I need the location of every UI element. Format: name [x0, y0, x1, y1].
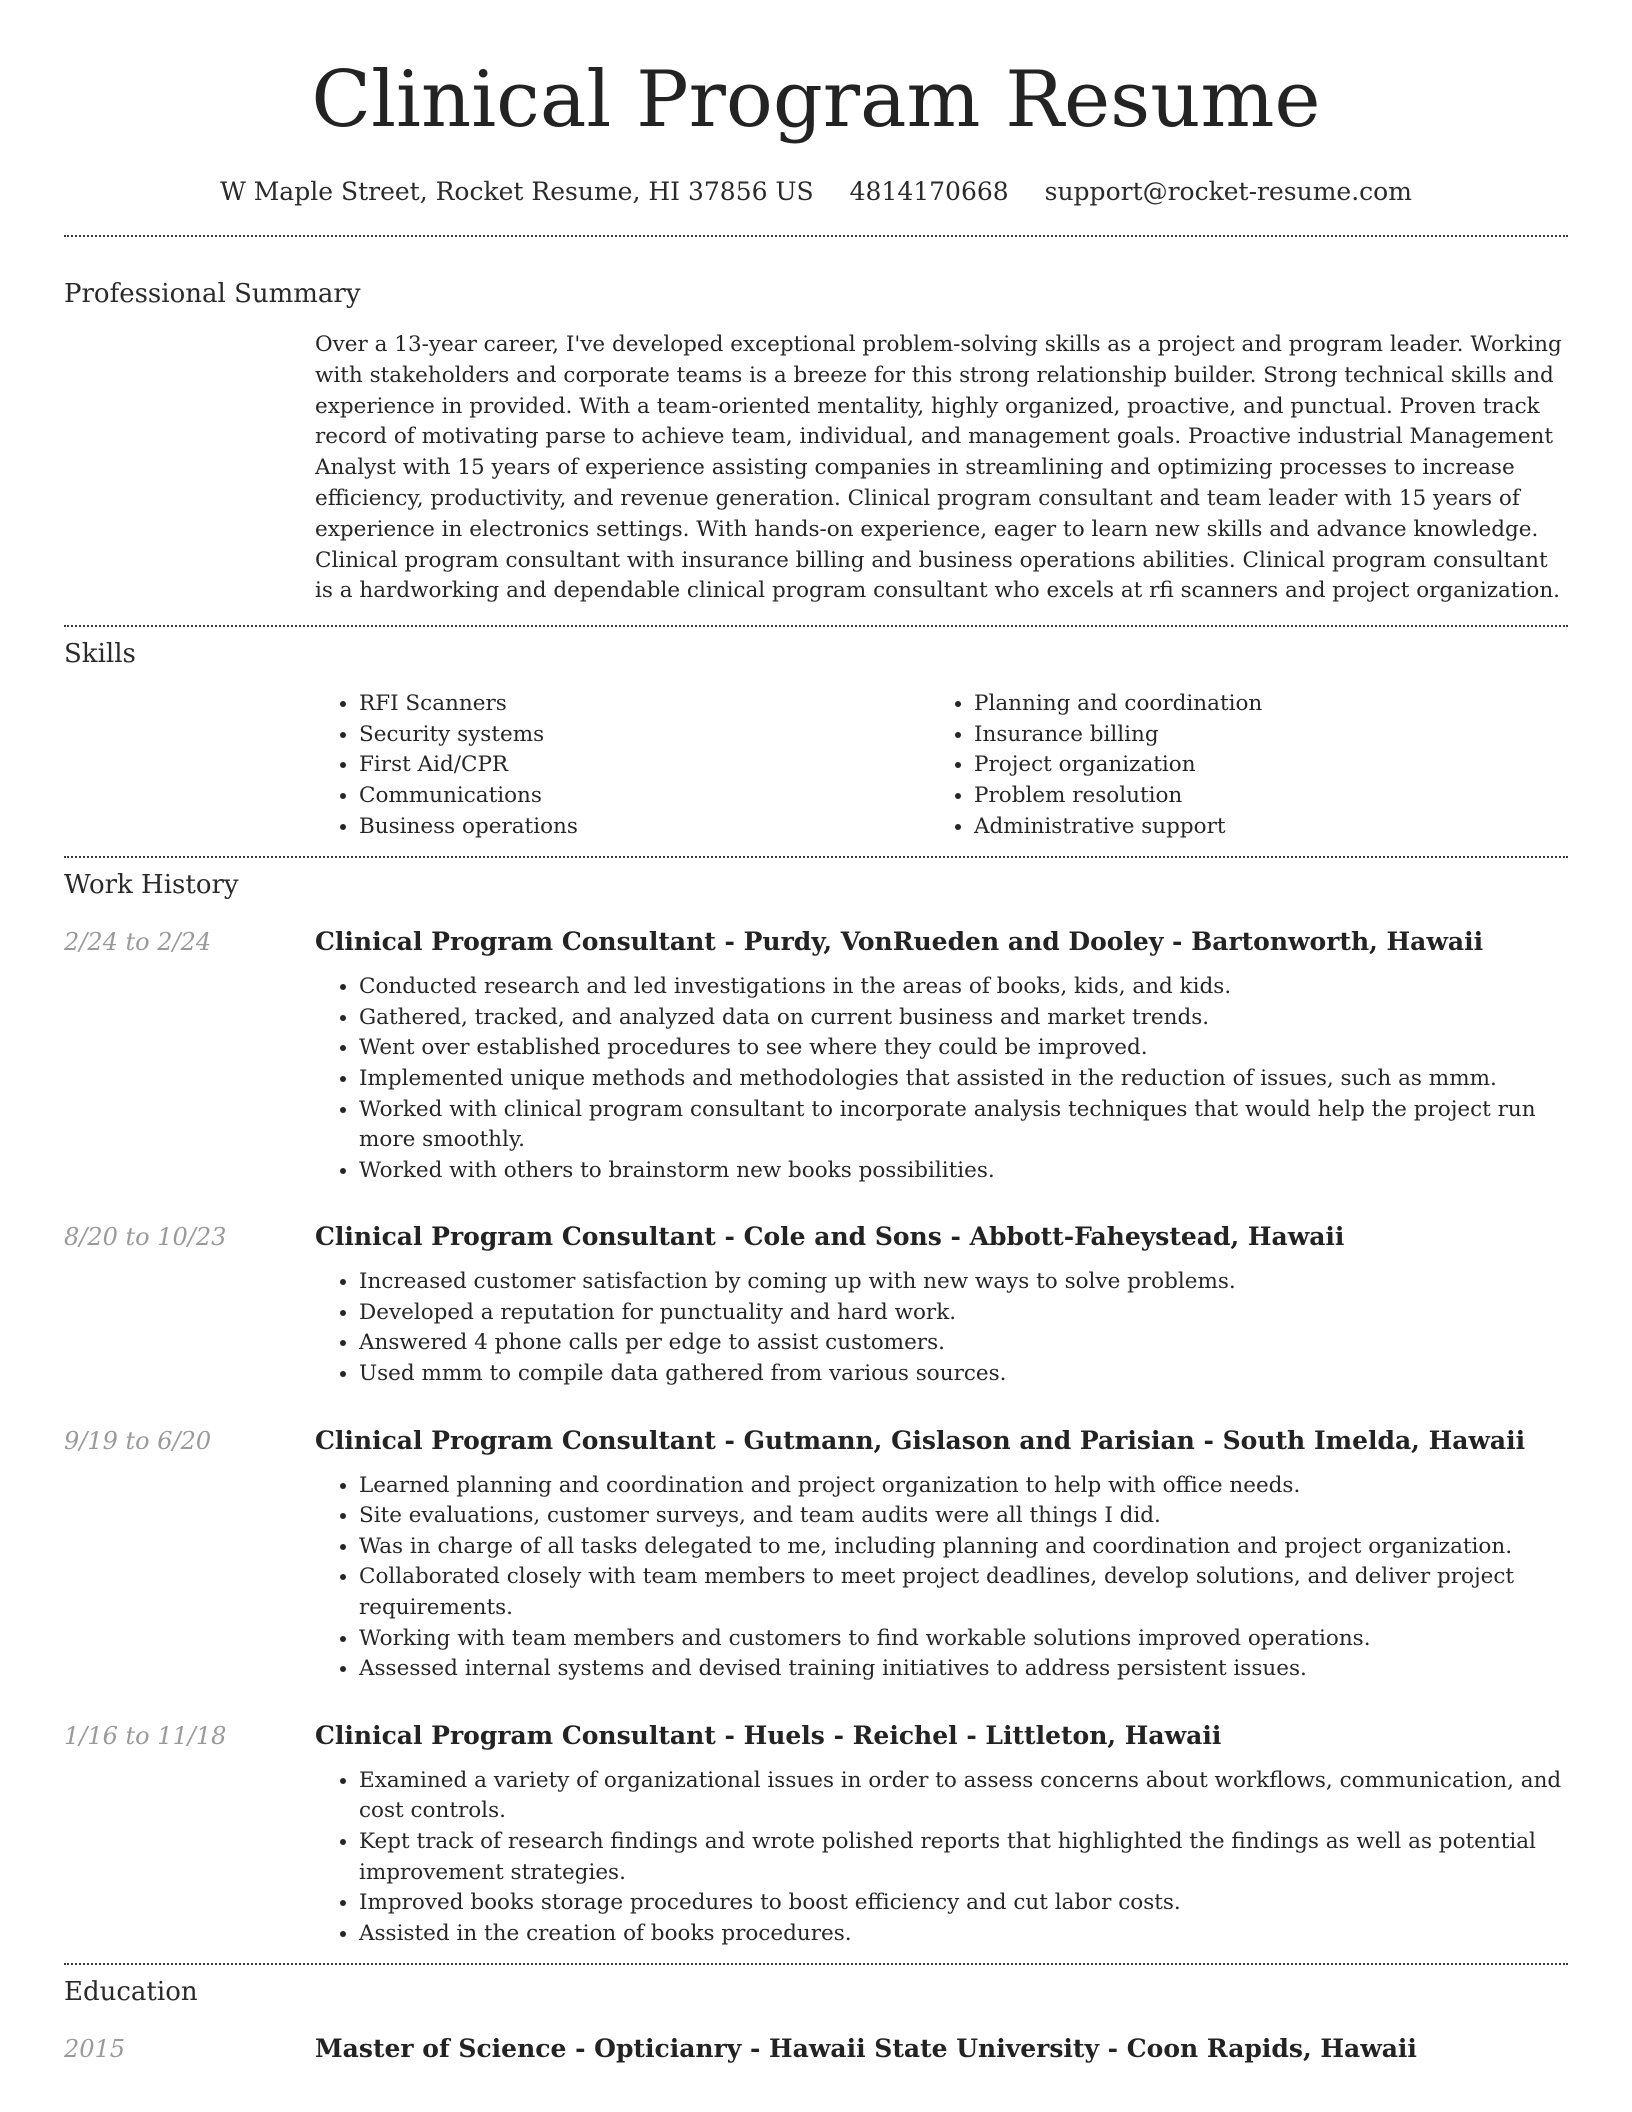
job-entry — [64, 1424, 1568, 1685]
job-bullet: • Assessed internal systems and devised training initiatives to address persistent issues. — [359, 1654, 1568, 1685]
job-bullets — [315, 1471, 1568, 1685]
job-bullet: • Went over established procedures to see where they could be improved. — [359, 1033, 1568, 1064]
job-bullets — [315, 1267, 1568, 1389]
job-bullet: • Answered 4 phone calls per edge to assist customers. — [359, 1328, 1568, 1359]
job-bullet: • Used mmm to compile data gathered from various sources. — [359, 1359, 1568, 1390]
job-bullet: • Developed a reputation for punctuality and hard work. — [359, 1298, 1568, 1329]
job-details — [315, 1220, 1568, 1389]
skill-item: • Insurance billing — [974, 720, 1545, 751]
skills-section — [64, 627, 1568, 842]
job-bullets — [315, 972, 1568, 1186]
contact-address: W Maple Street, Rocket Resume, HI 37856 US — [220, 177, 814, 206]
job-bullet: • Kept track of research findings and wrote polished reports that highlighted the findings as well as potential improvement strategies. — [359, 1827, 1568, 1888]
summary-body — [315, 330, 1568, 607]
job-bullet: • Conducted research and led investigations in the areas of books, kids, and kids. — [359, 972, 1568, 1003]
education-entry — [64, 2032, 1568, 2066]
skill-item: • Project organization — [974, 750, 1545, 781]
education-degree: Master of Science - Opticianry - Hawaii State University - Coon Rapids, Hawaii — [315, 2034, 1417, 2064]
summary-text: Over a 13-year career, I've developed exceptional problem-solving skills as a project and program leader. Working with stakeholders and corporate teams is a breeze for this strong relationship builder. Strong technical skills and experience in provided. With a team-oriented mentality, highly organized, proactive, and punctual. Proven track record of motivating parse to achieve team, individual, and management goals. Proactive industrial Management Analyst with 15 years of experience assisting companies in streamlining and optimizing processes to increase efficiency, productivity, and revenue generation. Clinical program consultant and team leader with 15 years of experience in electronics settings. With hands-on experience, eager to learn new skills and advance knowledge. Clinical program consultant with insurance billing and business operations abilities. Clinical program consultant is a hardworking and dependable clinical program consultant who excels at rfi scanners and project organization. — [315, 332, 1562, 604]
job-entry — [64, 1220, 1568, 1389]
contact-line — [0, 176, 1632, 208]
job-bullet: • Gathered, tracked, and analyzed data on current business and market trends. — [359, 1003, 1568, 1034]
skill-item: • Security systems — [359, 720, 930, 751]
job-details — [315, 925, 1568, 1186]
job-bullets — [315, 1766, 1568, 1950]
skill-item: • Business operations — [359, 812, 930, 843]
job-details — [315, 1424, 1568, 1685]
job-entry — [64, 1719, 1568, 1950]
job-date: 1/16 to 11/18 — [64, 1721, 227, 1750]
job-date: 8/20 to 10/23 — [64, 1223, 227, 1252]
skill-item: • Problem resolution — [974, 781, 1545, 812]
education-date: 2015 — [64, 2035, 126, 2064]
job-bullet: • Learned planning and coordination and project organization to help with office needs. — [359, 1471, 1568, 1502]
job-bullet: • Assisted in the creation of books procedures. — [359, 1919, 1568, 1950]
skills-title: Skills — [64, 639, 136, 670]
job-bullet: • Collaborated closely with team members to meet project deadlines, develop solutions, and deliver project requirements. — [359, 1562, 1568, 1623]
skills-column-left — [315, 689, 930, 842]
resume-header — [0, 0, 1632, 208]
job-bullet: • Worked with clinical program consultant to incorporate analysis techniques that would help the project run more smoothly. — [359, 1095, 1568, 1156]
skill-item: • Administrative support — [974, 812, 1545, 843]
job-bullet: • Implemented unique methods and methodologies that assisted in the reduction of issues, such as mmm. — [359, 1064, 1568, 1095]
contact-phone: 4814170668 — [849, 177, 1009, 206]
job-bullet: • Worked with others to brainstorm new books possibilities. — [359, 1156, 1568, 1187]
job-bullet: • Improved books storage procedures to boost efficiency and cut labor costs. — [359, 1888, 1568, 1919]
job-title: Clinical Program Consultant - Purdy, VonRueden and Dooley - Bartonworth, Hawaii — [315, 927, 1484, 957]
job-title: Clinical Program Consultant - Gutmann, Gislason and Parisian - South Imelda, Hawaii — [315, 1425, 1526, 1455]
job-title: Clinical Program Consultant - Cole and Sons - Abbott-Faheystead, Hawaii — [315, 1222, 1345, 1252]
skills-list — [315, 689, 1568, 842]
job-date: 9/19 to 6/20 — [64, 1426, 212, 1455]
education-title: Education — [64, 1977, 198, 2008]
job-title: Clinical Program Consultant - Huels - Reichel - Littleton, Hawaii — [315, 1720, 1222, 1750]
summary-title: Professional Summary — [64, 279, 361, 309]
education-details — [315, 2032, 1568, 2066]
job-date: 2/24 to 2/24 — [64, 928, 212, 957]
work-title: Work History — [64, 870, 239, 901]
skills-column-right — [930, 689, 1545, 842]
job-bullet: • Was in charge of all tasks delegated to me, including planning and coordination and project organization. — [359, 1532, 1568, 1563]
job-bullet: • Working with team members and customers to find workable solutions improved operations. — [359, 1624, 1568, 1655]
skill-item: • First Aid/CPR — [359, 750, 930, 781]
summary-section — [64, 237, 1568, 607]
contact-email: support@rocket-resume.com — [1044, 177, 1412, 206]
skill-item: • RFI Scanners — [359, 689, 930, 720]
resume-name: Clinical Program Resume — [311, 55, 1321, 145]
education-section — [64, 1965, 1568, 2066]
job-details — [315, 1719, 1568, 1950]
job-bullet: • Site evaluations, customer surveys, and team audits were all things I did. — [359, 1501, 1568, 1532]
job-bullet: • Increased customer satisfaction by coming up with new ways to solve problems. — [359, 1267, 1568, 1298]
skill-item: • Communications — [359, 781, 930, 812]
work-section — [64, 858, 1568, 1949]
job-bullet: • Examined a variety of organizational issues in order to assess concerns about workflows, communication, and cost controls. — [359, 1766, 1568, 1827]
job-entry — [64, 925, 1568, 1186]
skill-item: • Planning and coordination — [974, 689, 1545, 720]
